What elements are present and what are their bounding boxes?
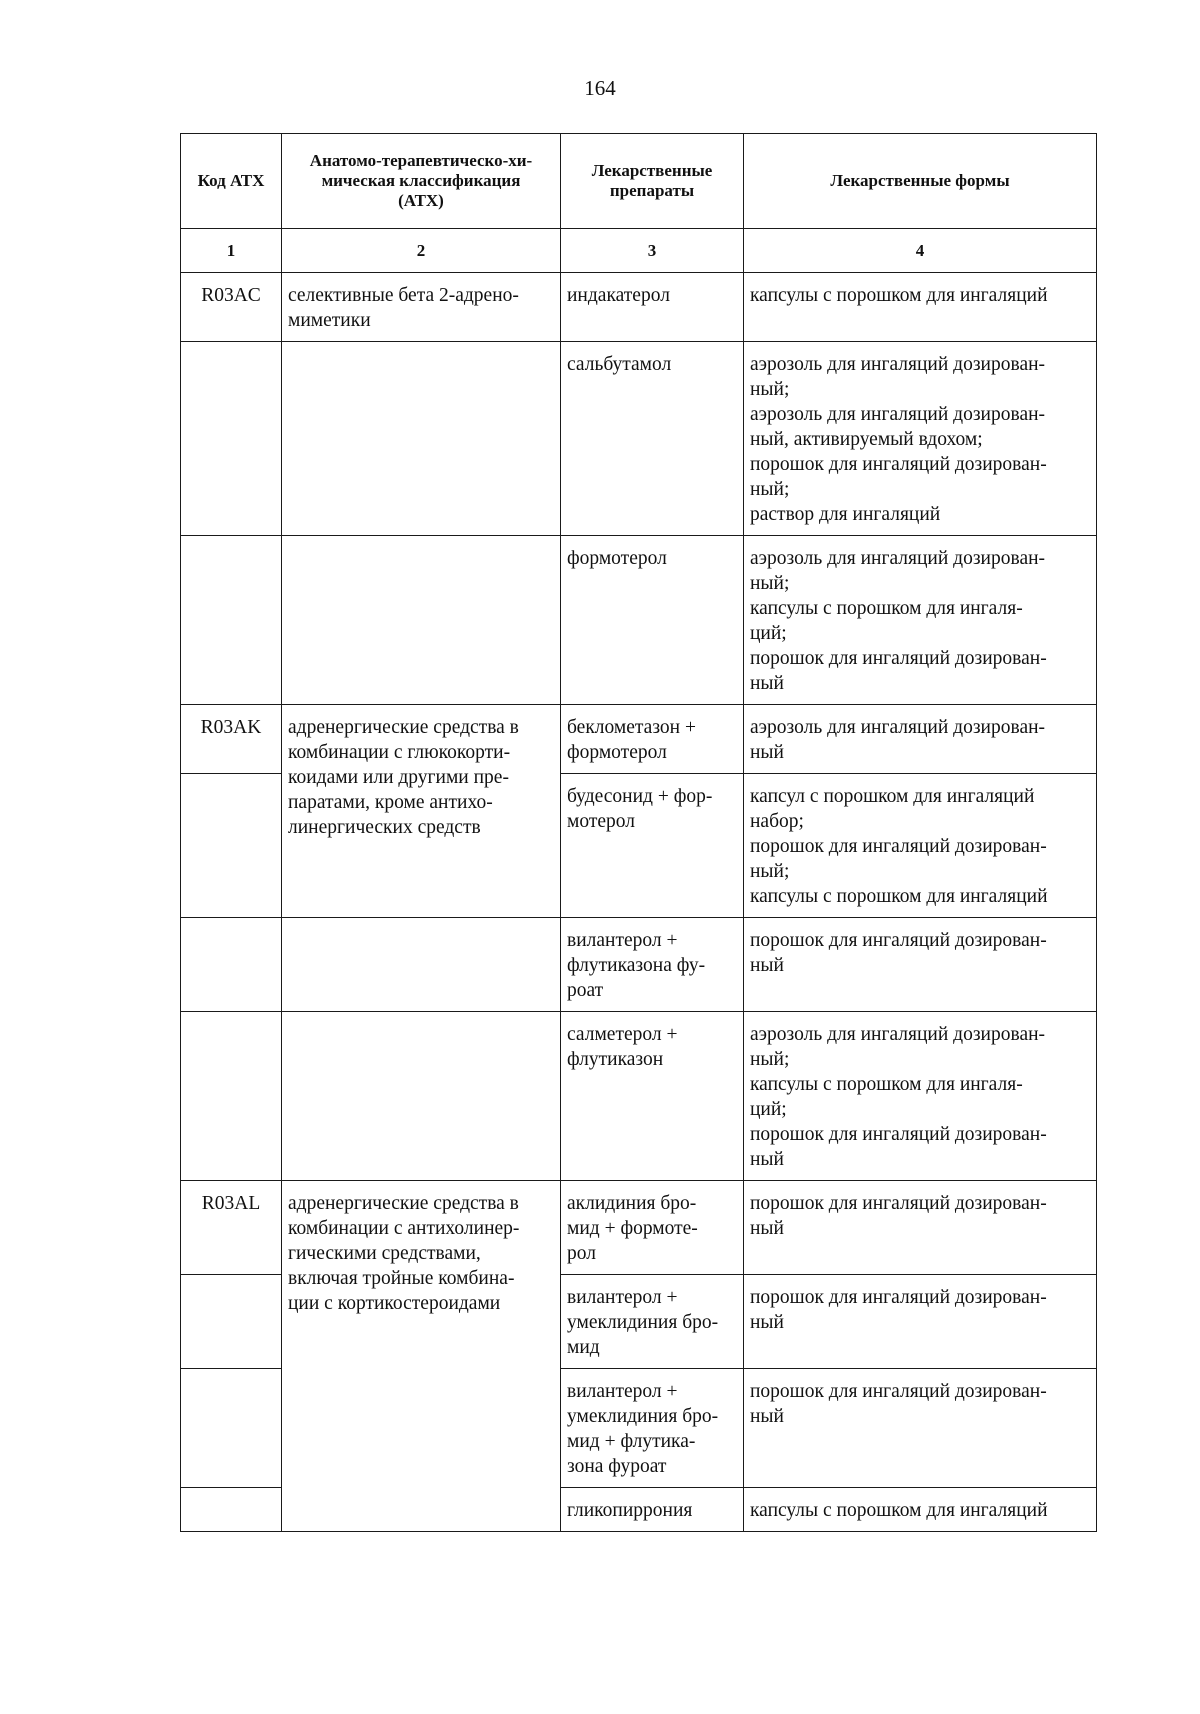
drug-name: умеклидиния бро- [567,1406,719,1427]
atc-code-cell [181,1012,282,1181]
dosage-form-text: порошок для ингаляций дозирован- [750,836,1047,857]
drug-cell [561,1012,744,1181]
drug-name: вилантерол + [567,1287,678,1308]
classification-text: включая тройные комбина- [288,1268,515,1289]
header-text-line: препараты [609,181,695,200]
drug-cell [561,1369,744,1488]
drug-name: салметерол + [567,1024,678,1045]
page-number: 164 [584,76,616,100]
drug-name: роат [567,980,604,1001]
drug-cell [561,705,744,774]
dosage-form-text: капсулы с порошком для ингаляций [750,886,1048,907]
dosage-form-text: порошок для ингаляций дозирован- [750,454,1047,475]
header-text-line: Лекарственные [591,161,713,180]
dosage-form-text: аэрозоль для ингаляций дозирован- [750,717,1046,738]
atc-code-cell: R03AK [181,705,282,774]
column-number: 4 [744,229,1097,273]
atc-code-cell [181,342,282,536]
dosage-form-text: ный [750,742,784,763]
dosage-forms-cell [744,774,1097,918]
dosage-forms-cell [744,1012,1097,1181]
header-text-line: (АТХ) [398,191,444,210]
atc-table [180,133,1097,1532]
classification-cell [282,918,561,1012]
drug-name: вилантерол + [567,930,678,951]
dosage-form-text: ций; [750,1099,787,1120]
dosage-form-text: ный [750,1312,784,1333]
atc-code-cell [181,1275,282,1369]
table-row [181,1181,1097,1275]
dosage-form-text: ный [750,955,784,976]
drug-name: формотерол [567,548,667,569]
header-text-line: Код АТХ [197,171,265,190]
dosage-forms-cell [744,1488,1097,1532]
table-row [181,918,1097,1012]
drug-name: флутиказона фу- [567,955,706,976]
dosage-form-text: ный; [750,861,790,882]
dosage-form-text: аэрозоль для ингаляций дозирован- [750,548,1046,569]
atc-code-cell [181,918,282,1012]
atc-code-cell [181,1369,282,1488]
header-text-line: Лекарственные формы [830,171,1010,190]
classification-cell [282,1181,561,1532]
table-row [181,273,1097,342]
classification-text: селективные бета 2-адрено- [288,285,519,306]
dosage-form-text: ный; [750,573,790,594]
table-row [181,705,1097,774]
dosage-form-text: ный; [750,1049,790,1070]
drug-cell [561,1275,744,1369]
dosage-form-text: ный; [750,479,790,500]
dosage-form-text: аэрозоль для ингаляций дозирован- [750,404,1046,425]
drug-name: формотерол [567,742,667,763]
classification-cell [282,1012,561,1181]
dosage-form-text: раствор для ингаляций [750,504,941,525]
drug-name: мид + формоте- [567,1218,698,1239]
header-atc-code [181,134,282,229]
classification-cell [282,342,561,536]
drug-cell [561,918,744,1012]
atc-code-cell [181,1488,282,1532]
column-number: 2 [282,229,561,273]
classification-text: паратами, кроме антихо- [288,792,493,813]
dosage-form-text: ный [750,1406,784,1427]
classification-cell [282,273,561,342]
drug-name: беклометазон + [567,717,696,738]
dosage-forms-cell [744,1369,1097,1488]
header-drugs [561,134,744,229]
dosage-form-text: порошок для ингаляций дозирован- [750,1124,1047,1145]
header-row [181,134,1097,229]
dosage-form-text: ный [750,1149,784,1170]
drug-name: флутиказон [567,1049,664,1070]
drug-cell [561,1488,744,1532]
dosage-form-text: капсулы с порошком для ингаля- [750,598,1023,619]
header-text-line: мическая классификация [321,171,521,190]
drug-name: аклидиния бро- [567,1193,697,1214]
dosage-form-text: порошок для ингаляций дозирован- [750,930,1047,951]
column-number-row [181,229,1097,273]
dosage-form-text: порошок для ингаляций дозирован- [750,1381,1047,1402]
classification-text: ции с кортикостероидами [288,1293,501,1314]
drug-name: рол [567,1243,596,1264]
column-number: 1 [181,229,282,273]
table-row [181,1012,1097,1181]
classification-cell [282,705,561,918]
dosage-forms-cell [744,536,1097,705]
table-row [181,342,1097,536]
dosage-form-text: аэрозоль для ингаляций дозирован- [750,354,1046,375]
dosage-form-text: порошок для ингаляций дозирован- [750,1287,1047,1308]
dosage-forms-cell [744,273,1097,342]
header-dosage-forms [744,134,1097,229]
classification-cell [282,536,561,705]
classification-text: коидами или другими пре- [288,767,509,788]
drug-name: гликопиррония [567,1500,693,1521]
drug-name: мотерол [567,811,635,832]
drug-cell [561,774,744,918]
drug-cell [561,1181,744,1275]
dosage-forms-cell [744,342,1097,536]
classification-text: адренергические средства в [288,717,519,738]
drug-name: зона фуроат [567,1456,667,1477]
header-atc-classification [282,134,561,229]
column-number: 3 [561,229,744,273]
dosage-form-text: ный; [750,379,790,400]
drug-name: индакатерол [567,285,670,306]
drug-cell [561,342,744,536]
drug-name: мид + флутика- [567,1431,696,1452]
classification-text: линергических средств [288,817,481,838]
drug-name: умеклидиния бро- [567,1312,719,1333]
drug-cell [561,536,744,705]
dosage-forms-cell [744,918,1097,1012]
dosage-form-text: капсулы с порошком для ингаляций [750,1500,1048,1521]
dosage-form-text: набор; [750,811,804,832]
dosage-form-text: ный [750,673,784,694]
classification-text: адренергические средства в [288,1193,519,1214]
drug-name: вилантерол + [567,1381,678,1402]
classification-text: комбинации с антихолинер- [288,1218,520,1239]
dosage-form-text: капсулы с порошком для ингаля- [750,1074,1023,1095]
atc-code-cell [181,536,282,705]
dosage-form-text: капсулы с порошком для ингаляций [750,285,1048,306]
dosage-forms-cell [744,705,1097,774]
dosage-form-text: ный, активируемый вдохом; [750,429,983,450]
dosage-form-text: ный [750,1218,784,1239]
header-text-line: Анатомо-терапевтическо-хи- [309,151,533,170]
dosage-form-text: аэрозоль для ингаляций дозирован- [750,1024,1046,1045]
dosage-form-text: капсул с порошком для ингаляций [750,786,1035,807]
classification-text: миметики [288,310,371,331]
drug-name: сальбутамол [567,354,672,375]
classification-text: гическими средствами, [288,1243,481,1264]
dosage-forms-cell [744,1275,1097,1369]
dosage-form-text: порошок для ингаляций дозирован- [750,1193,1047,1214]
drug-name: мид [567,1337,600,1358]
dosage-form-text: порошок для ингаляций дозирован- [750,648,1047,669]
drug-name: будесонид + фор- [567,786,713,807]
atc-code-cell [181,774,282,918]
atc-code-cell: R03AL [181,1181,282,1275]
drug-cell [561,273,744,342]
dosage-form-text: ций; [750,623,787,644]
atc-code-cell: R03AC [181,273,282,342]
dosage-forms-cell [744,1181,1097,1275]
table-row [181,536,1097,705]
classification-text: комбинации с глюкокорти- [288,742,511,763]
